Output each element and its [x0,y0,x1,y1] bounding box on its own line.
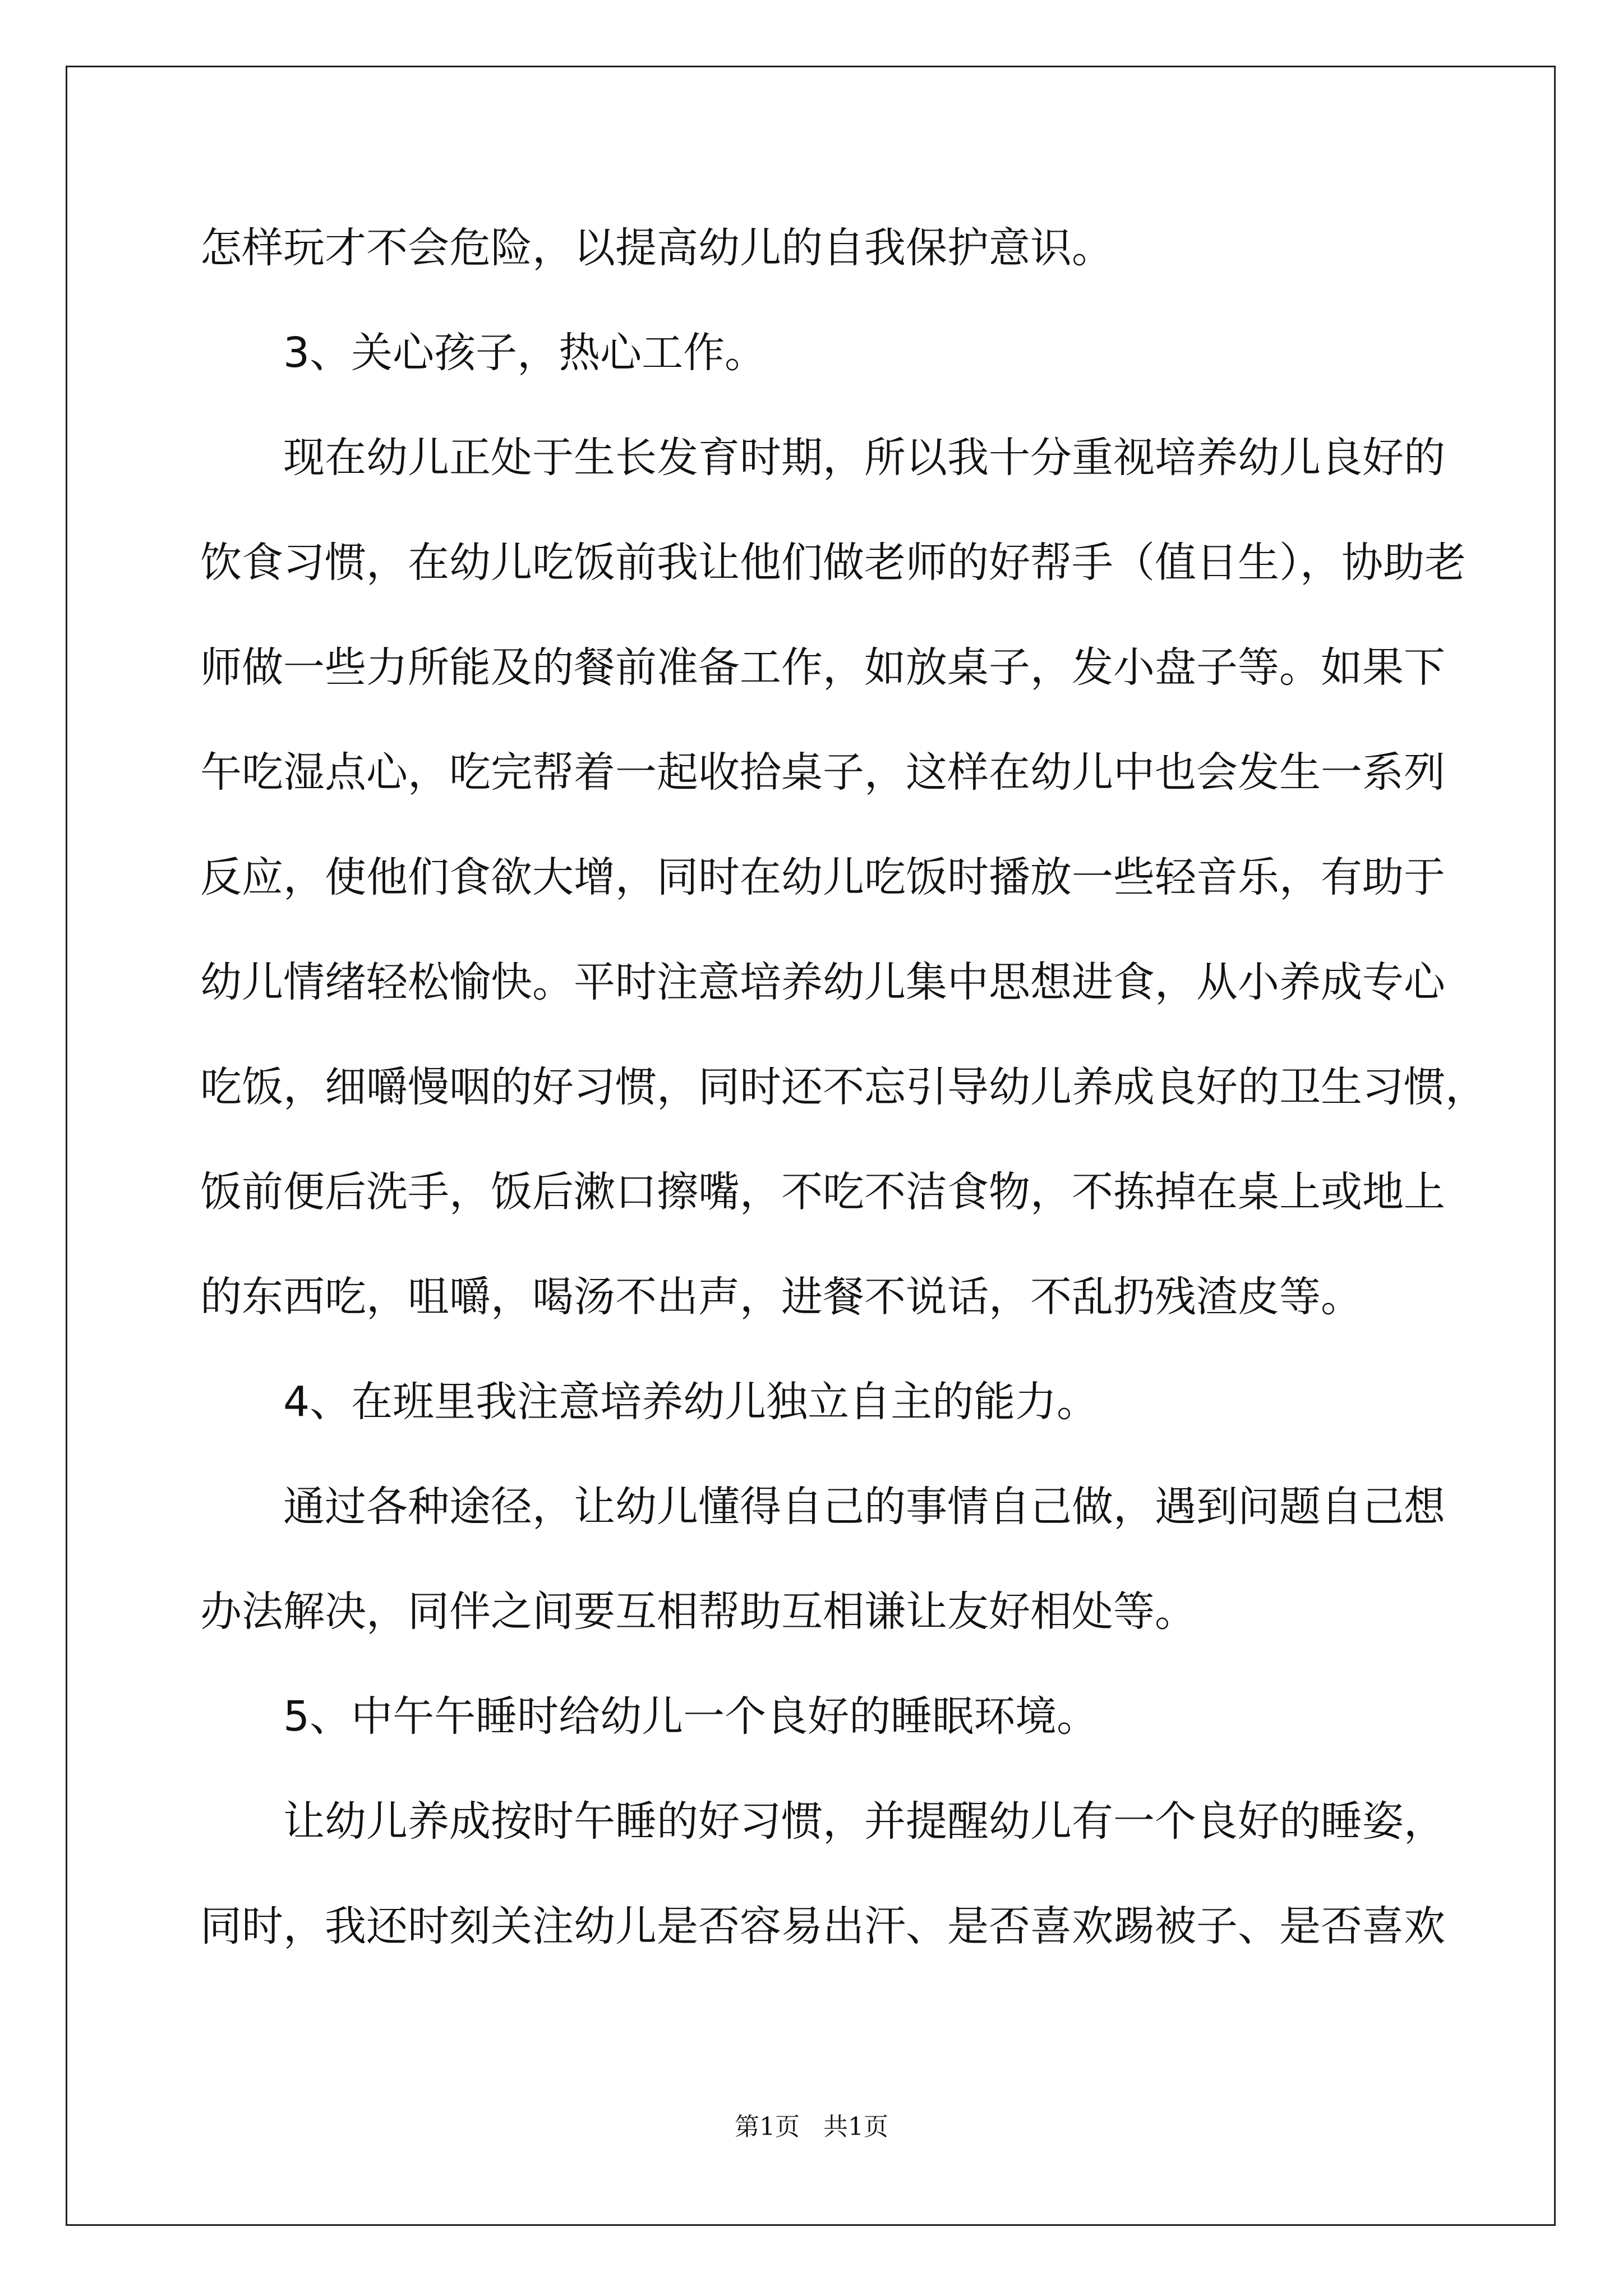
paragraph-line: 反应，使他们食欲大增，同时在幼儿吃饭时播放一些轻音乐，有助于 [200,853,1445,901]
paragraph-line: 怎样玩才不会危险，以提高幼儿的自我保护意识。 [200,224,1113,272]
paragraph-line: 同时，我还时刻关注幼儿是否容易出汗、是否喜欢踢被子、是否喜欢 [200,1902,1445,1950]
paragraph-line: 师做一些力所能及的餐前准备工作，如放桌子，发小盘子等。如果下 [200,643,1445,692]
paragraph-line: 吃饭，细嚼慢咽的好习惯，同时还不忘引导幼儿养成良好的卫生习惯， [200,1063,1487,1111]
section-heading: 4、在班里我注意培养幼儿独立自主的能力。 [283,1378,1099,1426]
paragraph-line: 通过各种途径，让幼儿懂得自己的事情自己做，遇到问题自己想 [283,1483,1445,1531]
page-number-footer: 第1页 共1页 [735,2113,888,2141]
paragraph-line: 让幼儿养成按时午睡的好习惯，并提醒幼儿有一个良好的睡姿， [283,1797,1445,1846]
paragraph-line: 饭前便后洗手，饭后漱口擦嘴，不吃不洁食物，不拣掉在桌上或地上 [200,1168,1445,1216]
paragraph-line: 饮食习惯，在幼儿吃饭前我让他们做老师的好帮手（值日生），协助老 [200,539,1466,587]
paragraph-line: 的东西吃，咀嚼，喝汤不出声，进餐不说话，不乱扔残渣皮等。 [200,1273,1362,1321]
paragraph-line: 现在幼儿正处于生长发育时期，所以我十分重视培养幼儿良好的 [283,434,1445,482]
section-heading: 3、关心孩子，热心工作。 [283,329,767,377]
paragraph-line: 午吃湿点心，吃完帮着一起收拾桌子，这样在幼儿中也会发生一系列 [200,748,1445,797]
section-heading: 5、中午午睡时给幼儿一个良好的睡眠环境。 [283,1692,1099,1741]
paragraph-line: 幼儿情绪轻松愉快。平时注意培养幼儿集中思想进食，从小养成专心 [200,958,1445,1006]
paragraph-line: 办法解决，同伴之间要互相帮助互相谦让友好相处等。 [200,1588,1196,1636]
